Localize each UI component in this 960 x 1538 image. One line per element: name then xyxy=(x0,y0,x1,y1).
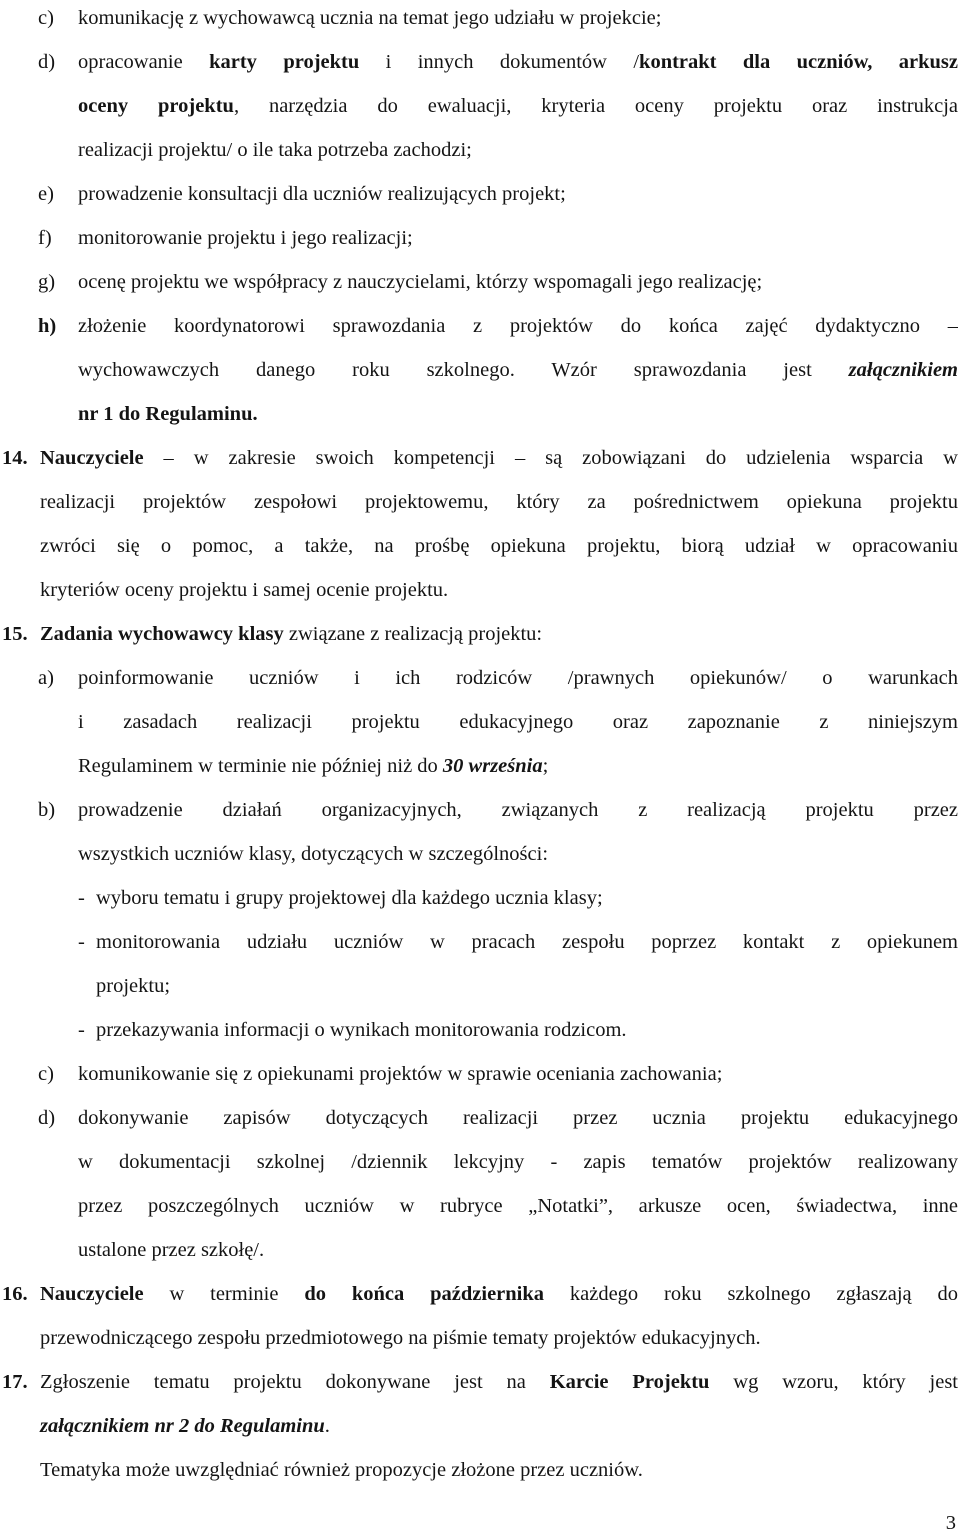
item-label: - xyxy=(78,887,85,909)
text-run: projektu; xyxy=(96,975,171,997)
text-line xyxy=(78,1062,722,1086)
text-run: Regulaminem w terminie nie później niż do xyxy=(78,755,443,777)
item-label: 17. xyxy=(2,1371,28,1393)
text-line xyxy=(40,1370,958,1394)
text-line xyxy=(40,1326,761,1350)
text-run: do końca października xyxy=(304,1283,545,1305)
item-label: e) xyxy=(38,183,54,205)
text-run: Zadania wychowawcy klasy xyxy=(40,623,284,645)
item-label: 16. xyxy=(2,1283,28,1305)
text-line xyxy=(40,1414,330,1438)
text-run: dokonywanie zapisów dotyczących realizacji przez ucznia projektu edukacyjnego xyxy=(78,1107,958,1129)
text-run: w dokumentacji szkolnej /dziennik lekcyjny - zapis tematów projektów realizowany xyxy=(78,1151,958,1173)
text-line xyxy=(96,974,170,998)
text-run: komunikację z wychowawcą ucznia na temat jego udziału w projekcie; xyxy=(78,7,662,29)
text-run: każdego roku szkolnego zgłaszają do xyxy=(544,1283,958,1305)
text-run: komunikowanie się z opiekunami projektów w sprawie oceniania zachowania; xyxy=(78,1063,723,1085)
text-run: monitorowanie projektu i jego realizacji; xyxy=(78,227,413,249)
text-line xyxy=(96,1018,627,1042)
text-line xyxy=(78,182,566,206)
text-run: i innych dokumentów / xyxy=(359,51,640,73)
text-run: przewodniczącego zespołu przedmiotowego na piśmie tematy projektów edukacyjnych. xyxy=(40,1327,761,1349)
text-run: Zgłoszenie tematu projektu dokonywane jest na xyxy=(40,1371,550,1393)
page-number: 3 xyxy=(945,1512,956,1534)
text-line xyxy=(78,1106,958,1130)
text-run: kryteriów oceny projektu i samej ocenie projektu. xyxy=(40,579,449,601)
text-run: kontrakt dla uczniów, arkusz xyxy=(639,51,958,73)
text-run: załącznikiem nr 2 do Regulaminu xyxy=(40,1415,325,1437)
item-label: b) xyxy=(38,799,56,821)
text-line xyxy=(40,622,542,646)
text-run: wyboru tematu i grupy projektowej dla każdego ucznia klasy; xyxy=(96,887,603,909)
text-run: przez poszczególnych uczniów w rubryce „Notatki”, arkusze ocen, świadectwa, inne xyxy=(78,1195,958,1217)
text-line xyxy=(40,534,958,558)
text-run: ocenę projektu we współpracy z nauczycielami, którzy wspomagali jego realizację; xyxy=(78,271,763,293)
item-label: - xyxy=(78,931,85,953)
item-label: 14. xyxy=(2,447,28,469)
text-run: i zasadach realizacji projektu edukacyjnego oraz zapoznanie z niniejszym xyxy=(78,711,958,733)
text-run: związane z realizacją projektu: xyxy=(283,623,543,645)
text-line xyxy=(78,402,258,426)
text-line xyxy=(78,270,762,294)
text-run: zwróci się o pomoc, a także, na prośbę opiekuna projektu, biorą udział w opracowaniu xyxy=(40,535,958,557)
text-line xyxy=(78,666,958,690)
text-line xyxy=(40,1282,958,1306)
item-label: c) xyxy=(38,1063,54,1085)
item-label: - xyxy=(78,1019,85,1041)
text-line xyxy=(78,94,958,118)
text-line xyxy=(78,138,472,162)
text-run: Karcie Projektu xyxy=(549,1371,710,1393)
text-run: monitorowania udziału uczniów w pracach zespołu poprzez kontakt z opiekunem xyxy=(96,931,958,953)
text-line xyxy=(78,1238,264,1262)
text-run: wg wzoru, który jest xyxy=(709,1371,958,1393)
item-label: d) xyxy=(38,1107,56,1129)
text-line xyxy=(78,226,413,250)
text-run: ; xyxy=(542,755,549,777)
item-label: c) xyxy=(38,7,54,29)
text-run: w terminie xyxy=(143,1283,305,1305)
text-run: 30 września xyxy=(442,755,543,777)
text-line xyxy=(78,842,548,866)
item-label: 15. xyxy=(2,623,28,645)
text-run: przekazywania informacji o wynikach monitorowania rodzicom. xyxy=(96,1019,627,1041)
text-line xyxy=(78,358,958,382)
text-run: prowadzenie konsultacji dla uczniów realizujących projekt; xyxy=(78,183,566,205)
text-run: opracowanie xyxy=(78,51,210,73)
text-line xyxy=(40,1458,643,1482)
text-run: – w zakresie swoich kompetencji – są zobowiązani do udzielenia wsparcia w xyxy=(143,447,958,469)
item-label: f) xyxy=(38,227,52,249)
text-line xyxy=(40,578,448,602)
text-line xyxy=(96,930,958,954)
text-run: Nauczyciele xyxy=(40,1283,144,1305)
item-label: d) xyxy=(38,51,56,73)
item-label: g) xyxy=(38,271,56,293)
text-run: , narzędzia do ewaluacji, kryteria oceny projektu oraz instrukcja xyxy=(233,95,958,117)
item-label: h) xyxy=(38,315,57,337)
text-line xyxy=(78,710,958,734)
text-run: Tematyka może uwzględniać również propozycje złożone przez uczniów. xyxy=(40,1459,643,1481)
text-run: prowadzenie działań organizacyjnych, związanych z realizacją projektu przez xyxy=(78,799,958,821)
text-line xyxy=(78,50,958,74)
text-line xyxy=(40,490,958,514)
text-line xyxy=(96,886,603,910)
text-line xyxy=(78,754,548,778)
text-line xyxy=(40,446,958,470)
text-run: załącznikiem xyxy=(848,359,958,381)
text-run: . xyxy=(324,1415,330,1437)
text-run: nr 1 do Regulaminu. xyxy=(78,403,258,425)
text-run: złożenie koordynatorowi sprawozdania z projektów do końca zajęć dydaktyczno – xyxy=(78,315,958,337)
text-run: realizacji projektu/ o ile taka potrzeba zachodzi; xyxy=(78,139,472,161)
text-run: ustalone przez szkołę/. xyxy=(78,1239,265,1261)
text-run: Nauczyciele xyxy=(40,447,144,469)
text-run: poinformowanie uczniów i ich rodziców /prawnych opiekunów/ o warunkach xyxy=(78,667,958,689)
text-run: oceny projektu xyxy=(78,95,234,117)
text-line xyxy=(78,314,958,338)
text-line xyxy=(78,6,661,30)
text-line xyxy=(78,798,958,822)
text-line xyxy=(78,1194,958,1218)
text-line xyxy=(78,1150,958,1174)
text-run: karty projektu xyxy=(209,51,360,73)
text-run: wszystkich uczniów klasy, dotyczących w szczególności: xyxy=(78,843,549,865)
item-label: a) xyxy=(38,667,54,689)
text-run: wychowawczych danego roku szkolnego. Wzór sprawozdania jest xyxy=(78,359,849,381)
text-run: realizacji projektów zespołowi projektowemu, który za pośrednictwem opiekuna projektu xyxy=(40,491,958,513)
